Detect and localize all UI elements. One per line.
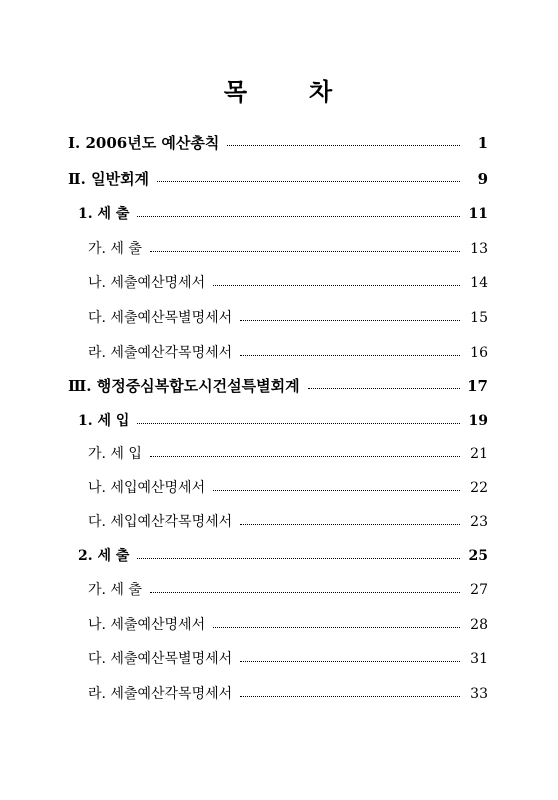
title-right: 차 — [309, 77, 335, 106]
toc-entry[interactable] — [88, 511, 488, 531]
toc-entry[interactable] — [88, 443, 488, 463]
dot-leader — [240, 524, 460, 525]
toc-entry-page: 28 — [470, 617, 488, 633]
toc-entry-page: 17 — [467, 377, 488, 395]
toc-entry-label: 가. 세 입 — [88, 446, 142, 462]
dot-leader — [308, 388, 460, 389]
toc-entry-label: 다. 세입예산각목명세서 — [88, 514, 233, 530]
dot-leader — [137, 423, 460, 424]
dot-leader — [240, 355, 460, 356]
toc-entry-page: 16 — [470, 345, 488, 361]
toc-entry-label: 나. 세출예산명세서 — [88, 275, 206, 291]
toc-entry-label: 나. 세출예산명세서 — [88, 617, 206, 633]
toc-entry-label: 다. 세출예산목별명세서 — [88, 310, 233, 326]
toc-entry-label: 1. 세 입 — [78, 413, 130, 429]
toc-entry[interactable] — [88, 683, 488, 703]
toc-entry-label: 라. 세출예산각목명세서 — [88, 345, 233, 361]
dot-leader — [240, 696, 460, 697]
toc-entry-label: 2. 세 출 — [78, 548, 130, 564]
toc-entry-label: 가. 세 출 — [88, 582, 142, 598]
dot-leader — [213, 490, 460, 491]
toc-entry[interactable] — [78, 545, 488, 565]
toc-entry-label: 1. 세 출 — [78, 206, 130, 222]
toc-entry-page: 14 — [470, 275, 488, 291]
toc-entry-page: 15 — [470, 310, 488, 326]
toc-entry[interactable] — [88, 614, 488, 634]
toc-entry[interactable] — [78, 203, 488, 223]
toc-entry-label: 가. 세 출 — [88, 241, 142, 257]
title-left: 목 — [223, 77, 249, 106]
dot-leader — [157, 181, 460, 182]
toc-entry-page: 9 — [477, 170, 488, 188]
dot-leader — [150, 251, 460, 252]
dot-leader — [213, 627, 460, 628]
toc-entry-page: 33 — [470, 686, 488, 702]
toc-entry[interactable] — [88, 307, 488, 327]
toc-entry[interactable] — [68, 168, 488, 189]
toc-entry-label: Ⅲ. 행정중심복합도시건설특별회계 — [68, 377, 300, 395]
toc-entry-page: 11 — [468, 206, 488, 222]
toc-entry-label: 나. 세입예산명세서 — [88, 480, 206, 496]
toc-entry-label: 라. 세출예산각목명세서 — [88, 686, 233, 702]
toc-entry[interactable] — [68, 132, 488, 153]
toc-entry-page: 25 — [468, 548, 488, 564]
dot-leader — [213, 285, 460, 286]
toc-entry-label: Ⅰ. 2006년도 예산총칙 — [68, 134, 220, 152]
dot-leader — [150, 456, 460, 457]
toc-entry[interactable] — [68, 375, 488, 396]
toc-entry-page: 23 — [470, 514, 488, 530]
toc-entry[interactable] — [88, 579, 488, 599]
toc-entry-page: 31 — [470, 651, 488, 667]
toc-entry-page: 21 — [470, 446, 488, 462]
toc-entry[interactable] — [88, 342, 488, 362]
toc-entry-label: Ⅱ. 일반회계 — [68, 170, 150, 188]
dot-leader — [150, 592, 460, 593]
toc-entry-page: 19 — [468, 413, 488, 429]
toc-entry-page: 27 — [470, 582, 488, 598]
toc-entry[interactable] — [88, 477, 488, 497]
toc-entry[interactable] — [88, 272, 488, 292]
page-title — [0, 72, 558, 107]
toc-entry[interactable] — [78, 410, 488, 430]
toc-entry-page: 1 — [477, 134, 488, 152]
dot-leader — [137, 558, 460, 559]
toc-entry-page: 13 — [470, 241, 488, 257]
dot-leader — [227, 145, 460, 146]
toc-entry-label: 다. 세출예산목별명세서 — [88, 651, 233, 667]
dot-leader — [137, 216, 460, 217]
toc-entry[interactable] — [88, 238, 488, 258]
dot-leader — [240, 661, 460, 662]
toc-entry-page: 22 — [470, 480, 488, 496]
dot-leader — [240, 320, 460, 321]
toc-entry[interactable] — [88, 648, 488, 668]
